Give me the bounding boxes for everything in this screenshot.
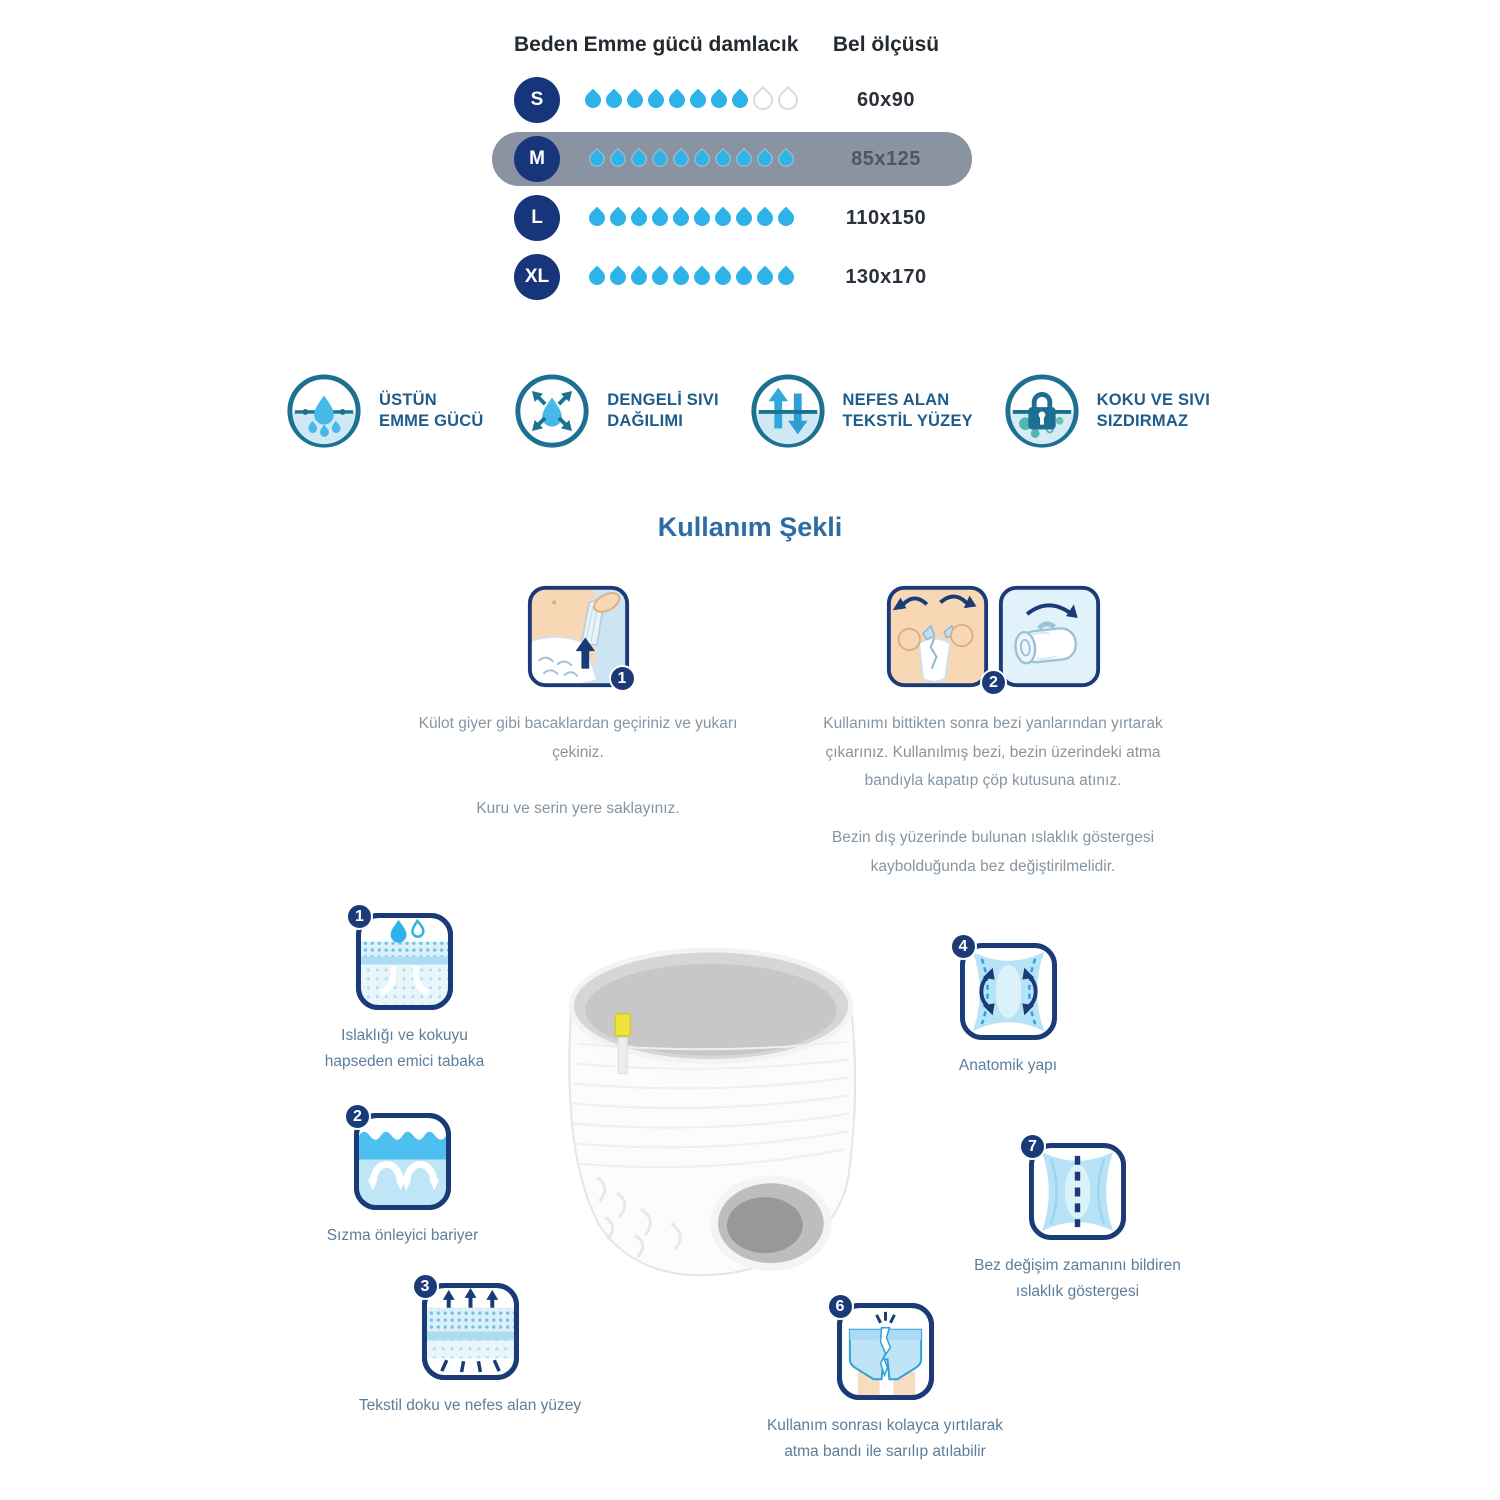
size-row-s xyxy=(492,73,972,127)
droplet-icon xyxy=(686,89,709,112)
feature-number-badge: 6 xyxy=(827,1293,854,1320)
diagram-feature-6 xyxy=(755,1297,1015,1464)
liquid-distribution-arrows-icon xyxy=(513,372,591,450)
absorption-drops-icon xyxy=(285,372,363,450)
tear-and-dispose-icon xyxy=(836,1302,935,1401)
feature-caption: Sızma önleyici bariyer xyxy=(326,1227,479,1244)
feature-caption: Tekstil doku ve nefes alan yüzey xyxy=(358,1397,582,1414)
size-row-xl xyxy=(492,250,972,304)
droplet-icon xyxy=(711,148,734,171)
size-row-l xyxy=(492,191,972,245)
step-paragraph: Külot giyer gibi bacaklardan geçiriniz ve yukarı çekiniz. xyxy=(418,715,738,761)
step-paragraph: Kuru ve serin yere saklayınız. xyxy=(476,800,680,818)
step-1-text xyxy=(413,710,743,852)
droplet-icon xyxy=(774,207,797,230)
feature-label: KOKU VE SIVI SIZDIRMAZ xyxy=(1096,390,1210,430)
diagram-feature-4 xyxy=(928,937,1088,1079)
droplet-icon xyxy=(690,207,713,230)
droplet-icon xyxy=(774,148,797,171)
droplet-icon xyxy=(648,207,671,230)
waist-value: 130x170 xyxy=(845,265,927,288)
anatomic-shape-icon xyxy=(959,942,1058,1041)
droplet-icon xyxy=(644,89,667,112)
droplet-icon xyxy=(669,266,692,289)
tear-sides-step-icon xyxy=(884,583,991,690)
header-size: Beden xyxy=(514,33,579,56)
droplet-icon xyxy=(773,86,801,114)
usage-step-2 xyxy=(778,583,1208,909)
feature-number-badge: 2 xyxy=(344,1103,371,1130)
feature-label: DENGELİ SIVI DAĞILIMI xyxy=(607,390,719,430)
droplet-icon xyxy=(606,207,629,230)
droplet-icon xyxy=(690,266,713,289)
droplet-icon xyxy=(711,266,734,289)
feature-caption: Anatomik yapı xyxy=(958,1057,1058,1074)
waist-value: 60x90 xyxy=(856,88,916,111)
droplet-icon xyxy=(753,207,776,230)
product-image xyxy=(538,926,890,1290)
feature-number-badge: 3 xyxy=(412,1273,439,1300)
feature-number-badge: 1 xyxy=(346,903,373,930)
feature-number-badge: 4 xyxy=(950,933,977,960)
size-row-m xyxy=(492,132,972,186)
droplet-icon xyxy=(627,266,650,289)
tear-and-roll-disposal-illustration xyxy=(884,583,1103,690)
droplet-rating xyxy=(560,73,822,127)
droplet-icon xyxy=(748,86,776,114)
diagram-feature-1 xyxy=(312,907,497,1074)
droplet-icon xyxy=(711,207,734,230)
feature-number-badge: 7 xyxy=(1019,1133,1046,1160)
wetness-indicator-icon xyxy=(1028,1142,1127,1241)
feature-label: ÜSTÜN EMME GÜCÜ xyxy=(379,390,484,430)
droplet-icon xyxy=(648,266,671,289)
feature-breathable xyxy=(749,372,973,450)
usage-section-title: Kullanım Şekli xyxy=(657,512,843,542)
droplet-icon xyxy=(606,266,629,289)
droplet-rating xyxy=(560,191,822,245)
textile-breathable-icon xyxy=(421,1282,520,1381)
droplet-icon xyxy=(665,89,688,112)
feature-caption: Bez değişim zamanını bildiren ıslaklık göstergesi xyxy=(974,1257,1181,1300)
step-number-badge: 2 xyxy=(980,669,1007,696)
droplet-icon xyxy=(732,148,755,171)
feature-caption: Kullanım sonrası kolayca yırtılarak atma bandı ile sarılıp atılabilir xyxy=(766,1417,1004,1460)
droplet-icon xyxy=(585,207,608,230)
diagram-feature-7 xyxy=(970,1137,1185,1304)
size-chart-header xyxy=(492,33,972,57)
wear-like-underwear-illustration xyxy=(525,583,632,690)
odor-lock-icon xyxy=(1003,372,1081,450)
droplet-rating xyxy=(560,132,822,186)
diagram-feature-2 xyxy=(310,1107,495,1249)
droplet-icon xyxy=(606,148,629,171)
absorbent-layer-icon xyxy=(355,912,454,1011)
droplet-icon xyxy=(753,148,776,171)
feature-absorption xyxy=(285,372,483,450)
step-number-badge: 1 xyxy=(609,665,636,692)
feature-icons-row xyxy=(285,372,1210,450)
feature-distribution xyxy=(513,372,719,450)
size-badge: XL xyxy=(514,254,560,300)
droplet-icon xyxy=(774,266,797,289)
droplet-icon xyxy=(707,89,730,112)
rolled-diaper-step-icon xyxy=(996,583,1103,690)
header-absorbency: Emme gücü damlacık xyxy=(583,33,799,56)
droplet-icon xyxy=(602,89,625,112)
header-waist: Bel ölçüsü xyxy=(832,33,940,56)
droplet-icon xyxy=(669,207,692,230)
usage-step-1 xyxy=(408,583,748,909)
step-2-text xyxy=(811,710,1176,909)
step-paragraph: Kullanımı bittikten sonra bezi yanlarından yırtarak çıkarınız. Kullanılmış bezi, bezin üzerindeki atma bandıyla kapatıp çöp kutusuna atınız. xyxy=(823,715,1163,790)
droplet-icon xyxy=(732,266,755,289)
droplet-icon xyxy=(585,266,608,289)
leak-barrier-icon xyxy=(353,1112,452,1211)
droplet-icon xyxy=(728,89,751,112)
usage-steps xyxy=(408,583,1208,909)
droplet-icon xyxy=(623,89,646,112)
droplet-rating xyxy=(560,250,822,304)
droplet-icon xyxy=(753,266,776,289)
feature-caption: Islaklığı ve kokuyu hapseden emici tabaka xyxy=(324,1027,485,1070)
droplet-icon xyxy=(690,148,713,171)
step-paragraph: Bezin dış yüzerinde bulunan ıslaklık göstergesi kaybolduğunda bez değiştirilmelidir. xyxy=(831,829,1155,875)
size-chart xyxy=(492,33,972,309)
feature-label: NEFES ALAN TEKSTİL YÜZEY xyxy=(842,390,973,430)
breathable-arrows-icon xyxy=(749,372,827,450)
droplet-icon xyxy=(581,89,604,112)
wetness-indicator-strip xyxy=(615,1014,630,1036)
droplet-icon xyxy=(669,148,692,171)
droplet-icon xyxy=(585,148,608,171)
size-badge: S xyxy=(514,77,560,123)
size-badge: M xyxy=(514,136,560,182)
diagram-feature-3 xyxy=(340,1277,600,1419)
droplet-icon xyxy=(732,207,755,230)
size-badge: L xyxy=(514,195,560,241)
droplet-icon xyxy=(627,148,650,171)
droplet-icon xyxy=(648,148,671,171)
waist-value: 110x150 xyxy=(845,206,927,229)
feature-leakproof xyxy=(1003,372,1210,450)
waist-value: 85x125 xyxy=(851,147,921,170)
droplet-icon xyxy=(627,207,650,230)
